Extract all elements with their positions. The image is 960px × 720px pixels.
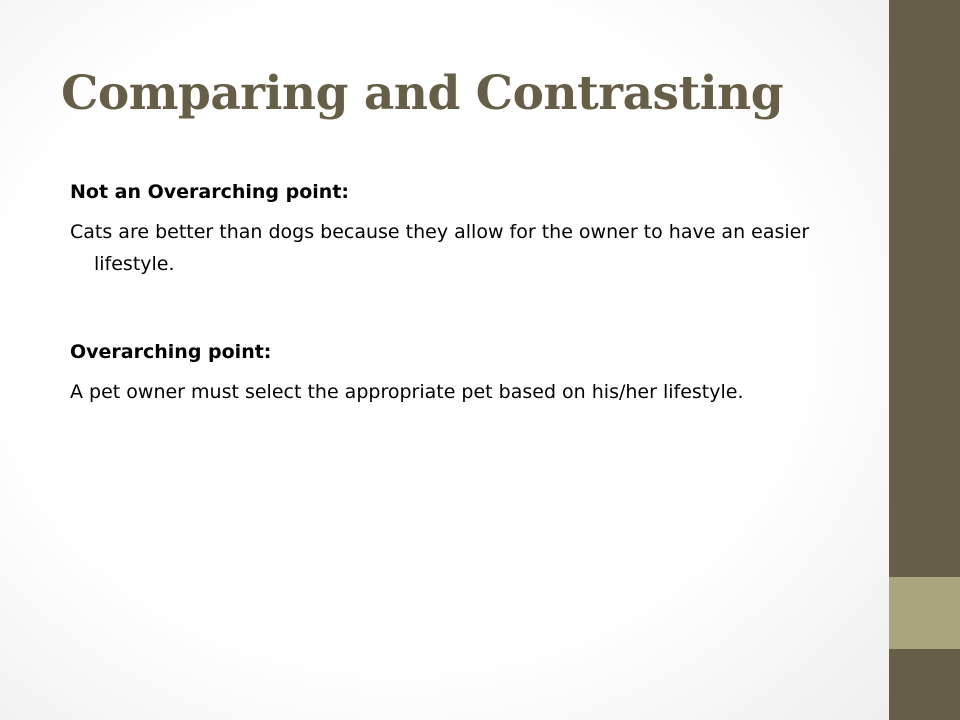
section-heading-not-overarching: Not an Overarching point: <box>70 181 350 203</box>
sidebar-accent-bottom <box>889 649 960 720</box>
section-heading-overarching: Overarching point: <box>70 341 272 363</box>
sidebar-accent-top <box>889 0 960 577</box>
section-text-overarching: A pet owner must select the appropriate pet based on his/her lifestyle. <box>70 381 744 403</box>
section-text-not-overarching: Cats are better than dogs because they allow for the owner to have an easier lifestyle. <box>70 221 810 275</box>
sidebar-accent-middle <box>889 577 960 649</box>
slide-title: Comparing and Contrasting <box>61 66 784 121</box>
